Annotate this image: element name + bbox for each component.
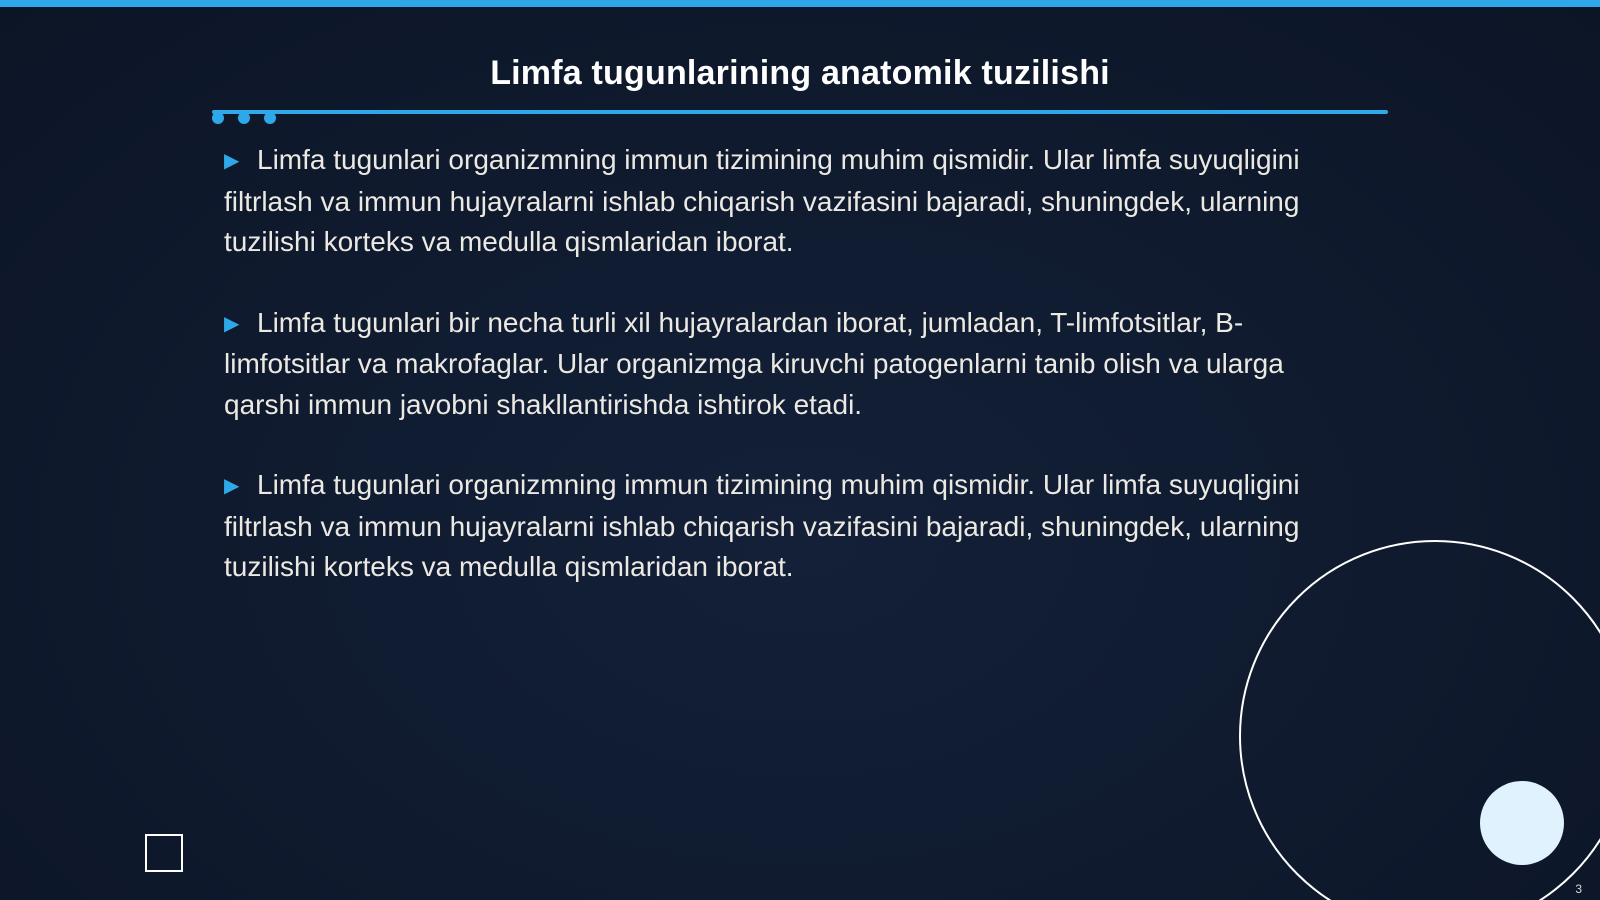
slide-title: Limfa tugunlarining anatomik tuzilishi bbox=[490, 54, 1110, 92]
bullet-list bbox=[224, 140, 1364, 628]
underline-dot bbox=[212, 112, 224, 124]
bullet-item bbox=[224, 303, 1364, 426]
bullet-text: Limfa tugunlari organizmning immun tizimining muhim qismidir. Ular limfa suyuqligini filtrlash va immun hujayralarni ishlab chiqarish vazifasini bajaradi, shuningdek, ularning tuzilishi korteks va medulla qismlaridan iborat. bbox=[224, 469, 1300, 582]
bullet-item bbox=[224, 465, 1364, 588]
page-number: 3 bbox=[1575, 882, 1582, 896]
underline-dot bbox=[264, 112, 276, 124]
triangle-bullet-icon: ▶ bbox=[224, 150, 240, 172]
decorative-square bbox=[145, 834, 183, 872]
title-underline bbox=[212, 110, 1388, 114]
decorative-filled-circle bbox=[1480, 781, 1564, 865]
top-accent-bar bbox=[0, 0, 1600, 7]
underline-dot bbox=[238, 112, 250, 124]
triangle-bullet-icon: ▶ bbox=[224, 475, 240, 497]
bullet-text: Limfa tugunlari organizmning immun tizimining muhim qismidir. Ular limfa suyuqligini filtrlash va immun hujayralarni ishlab chiqarish vazifasini bajaradi, shuningdek, ularning tuzilishi korteks va medulla qismlaridan iborat. bbox=[224, 144, 1300, 257]
triangle-bullet-icon: ▶ bbox=[224, 312, 240, 335]
bullet-text: Limfa tugunlari bir necha turli xil hujayralardan iborat, jumladan, T-limfotsitlar, B-limfotsitlar va makrofaglar. Ular organizmga kiruvchi patogenlarni tanib olish va ularga qarshi immun javobni shakllantirishda ishtirok etadi. bbox=[224, 306, 1284, 420]
bullet-item bbox=[224, 140, 1364, 263]
